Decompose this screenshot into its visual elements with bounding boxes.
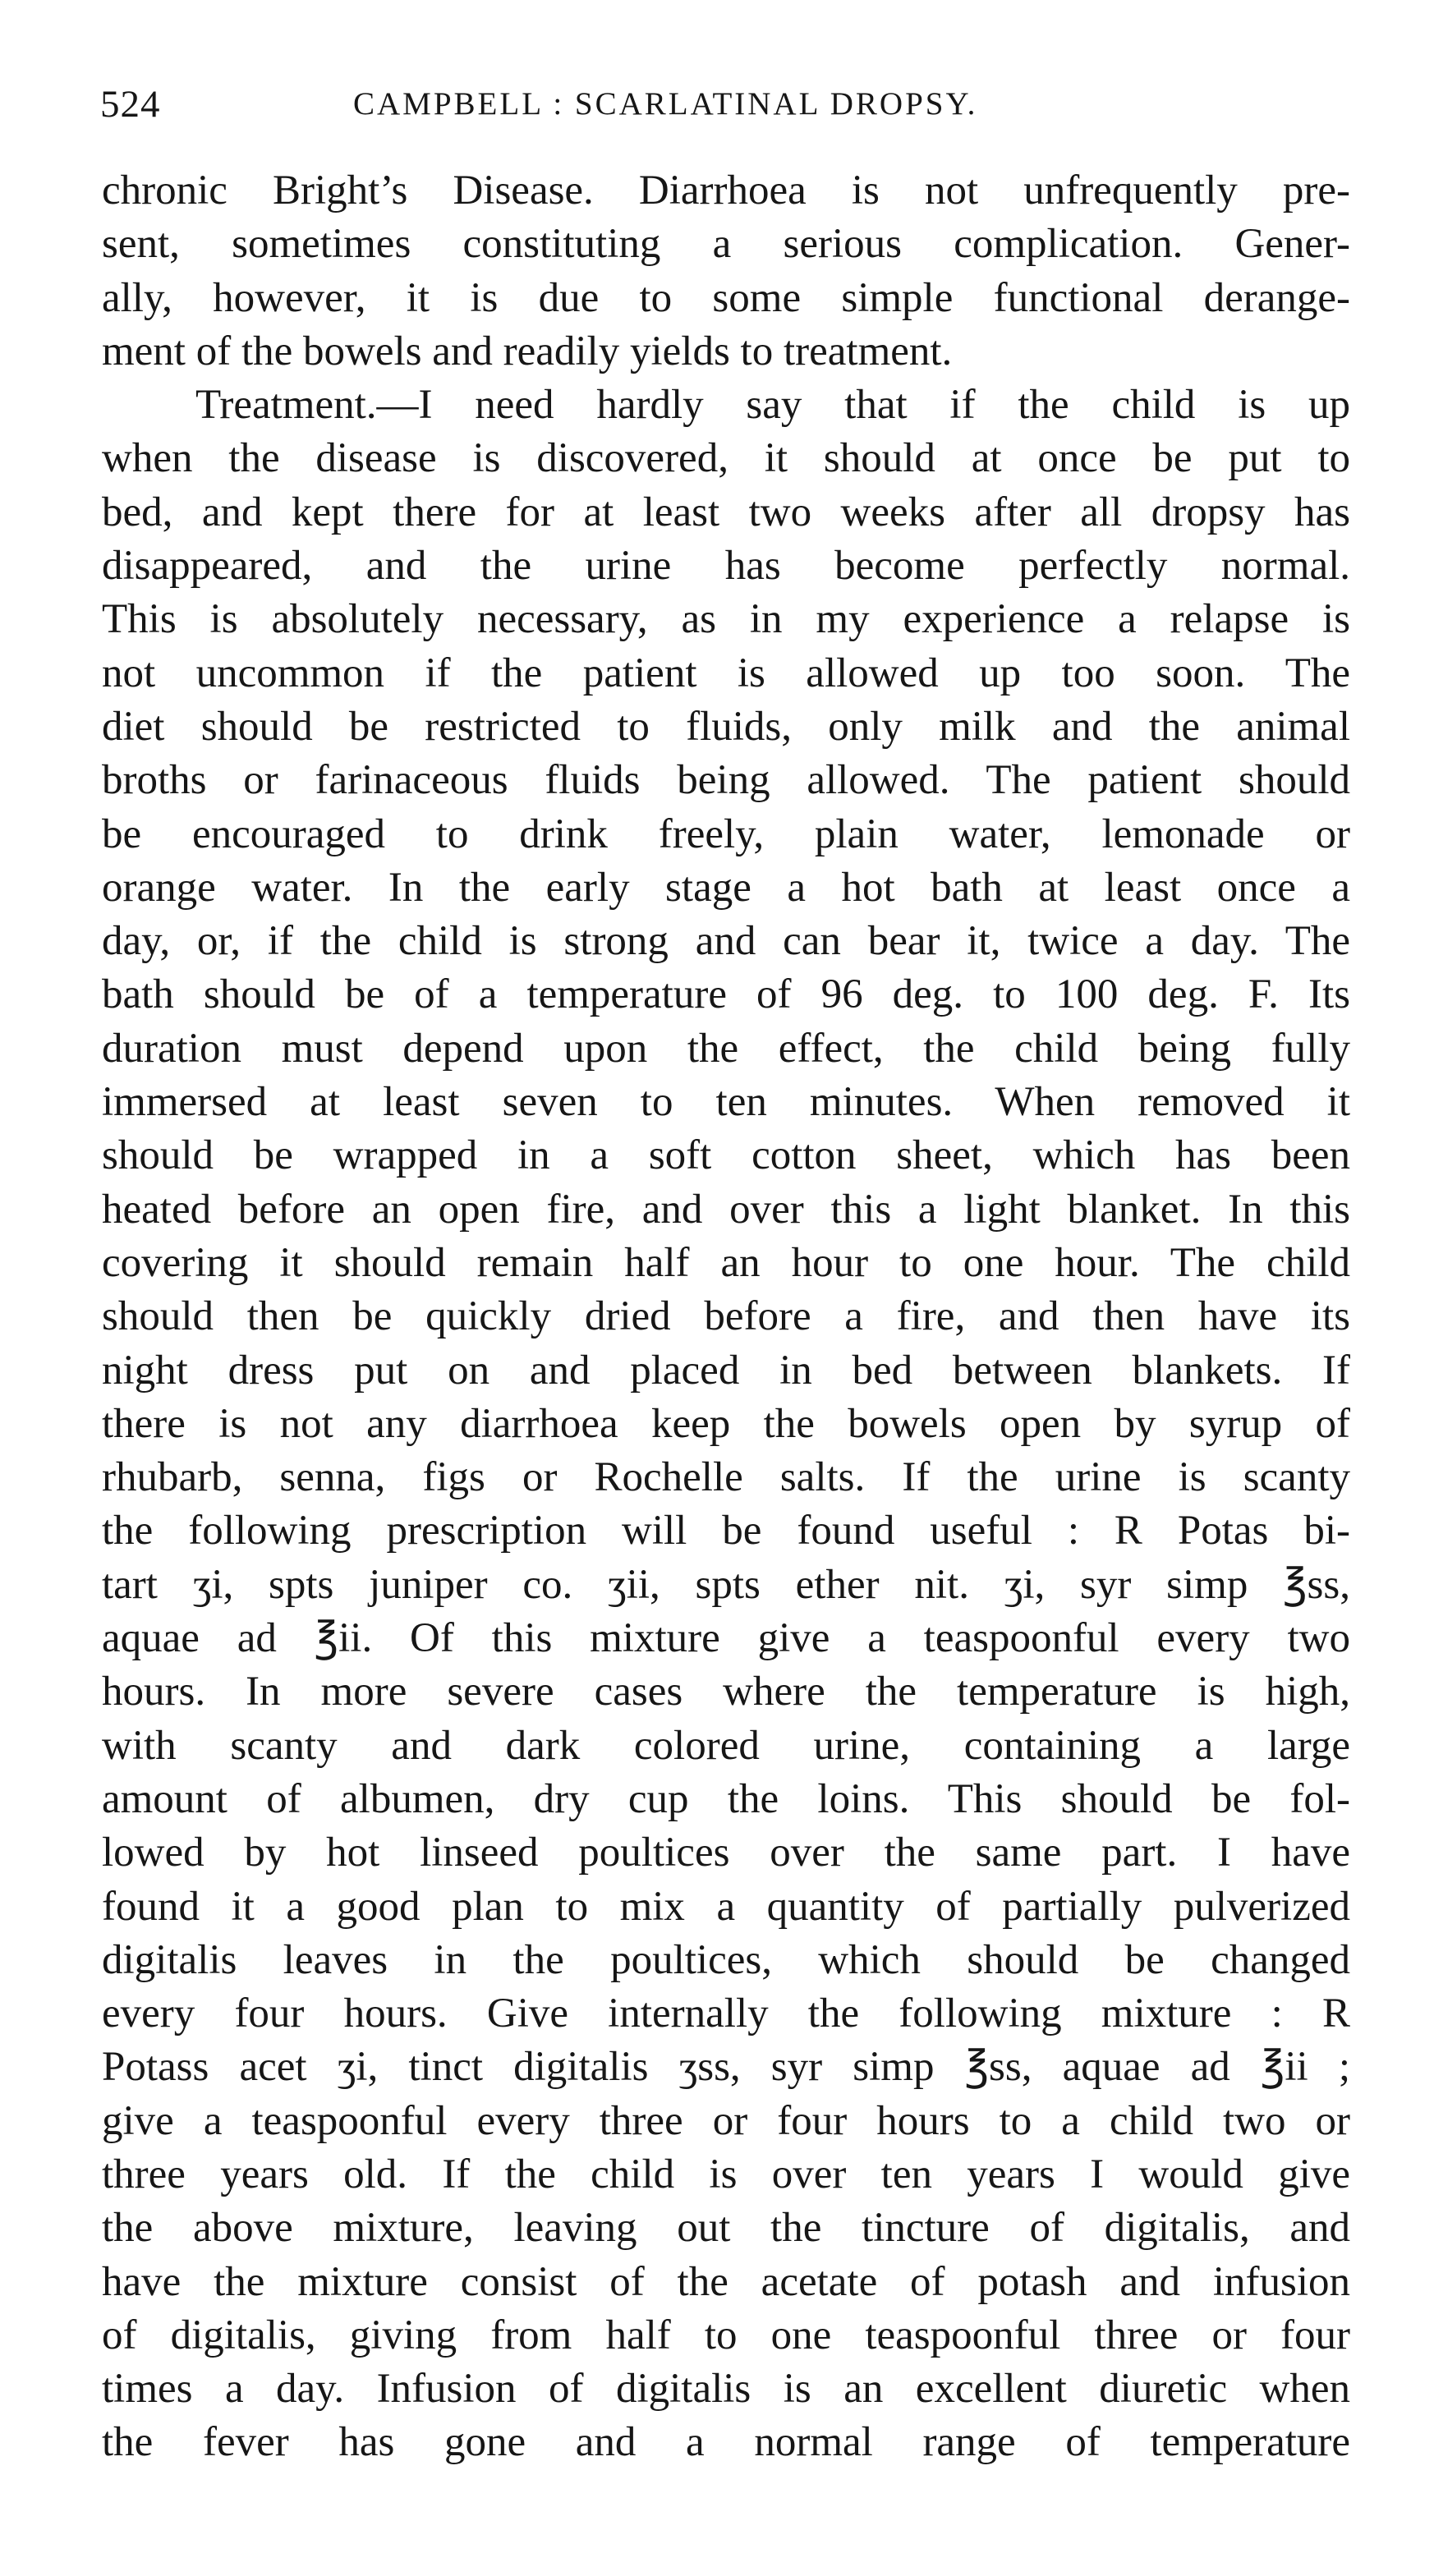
text-line: immersed at least seven to ten minutes. When removed it — [102, 1079, 1350, 1126]
page-number: 524 — [100, 83, 161, 126]
text-line: have the mixture consist of the acetate of potash and infusion — [102, 2258, 1350, 2305]
text-line: bath should be of a temperature of 96 deg. to 100 deg. F. Its — [102, 971, 1350, 1018]
text-line: when the disease is discovered, it should at once be put to — [102, 435, 1350, 482]
text-line: found it a good plan to mix a quantity of partially pulverized — [102, 1883, 1350, 1930]
text-line: heated before an open fire, and over this a light blanket. In this — [102, 1186, 1350, 1233]
text-line: every four hours. Give internally the following mixture : R — [102, 1991, 1350, 2037]
text-line: be encouraged to drink freely, plain water, lemonade or — [102, 810, 1350, 857]
text-line: covering it should remain half an hour to one hour. The child — [102, 1239, 1350, 1286]
text-line: This is absolutely necessary, as in my experience a relapse is — [102, 596, 1350, 643]
text-line: ally, however, it is due to some simple functional derange- — [102, 274, 1350, 321]
text-line: the fever has gone and a normal range of temperature — [102, 2419, 1350, 2466]
text-line: Potass acet ʒi, tinct digitalis ʒss, syr simp ℥ss, aquae ad ℥ii ; — [102, 2044, 1350, 2091]
text-line: three years old. If the child is over ten years I would give — [102, 2151, 1350, 2197]
text-line: disappeared, and the urine has become perfectly normal. — [102, 543, 1350, 590]
running-head: CAMPBELL : SCARLATINAL DROPSY. — [353, 86, 978, 122]
text-line: digitalis leaves in the poultices, which should be changed — [102, 1936, 1350, 1983]
text-line: amount of albumen, dry cup the loins. This should be fol- — [102, 1775, 1350, 1822]
text-line: with scanty and dark colored urine, containing a large — [102, 1722, 1350, 1769]
text-line: not uncommon if the patient is allowed up too soon. The — [102, 650, 1350, 696]
text-line: chronic Bright’s Disease. Diarrhoea is not unfrequently pre- — [102, 168, 1350, 214]
text-line: aquae ad ℥ii. Of this mixture give a teaspoonful every two — [102, 1615, 1350, 1662]
text-line: duration must depend upon the effect, the child being fully — [102, 1025, 1350, 1072]
text-line: broths or farinaceous fluids being allowed. The patient should — [102, 757, 1350, 804]
text-line: should be wrapped in a soft cotton sheet, which has been — [102, 1132, 1350, 1179]
text-line: day, or, if the child is strong and can bear it, twice a day. The — [102, 918, 1350, 965]
text-line: there is not any diarrhoea keep the bowels open by syrup of — [102, 1400, 1350, 1447]
text-line: tart ʒi, spts juniper co. ʒii, spts ether nit. ʒi, syr simp ℥ss, — [102, 1561, 1350, 1608]
text-line: ment of the bowels and readily yields to treatment. — [102, 328, 953, 374]
text-line: times a day. Infusion of digitalis is an excellent diuretic when — [102, 2366, 1350, 2413]
body-text — [102, 164, 1350, 2470]
text-line: the above mixture, leaving out the tincture of digitalis, and — [102, 2205, 1350, 2252]
text-line: should then be quickly dried before a fire, and then have its — [102, 1293, 1350, 1340]
text-line: diet should be restricted to fluids, only milk and the animal — [102, 703, 1350, 750]
text-line: give a teaspoonful every three or four hours to a child two or — [102, 2097, 1350, 2144]
text-line: orange water. In the early stage a hot bath at least once a — [102, 864, 1350, 911]
page-header — [100, 82, 1349, 131]
text-line: hours. In more severe cases where the temperature is high, — [102, 1669, 1350, 1715]
text-line: lowed by hot linseed poultices over the same part. I have — [102, 1830, 1350, 1876]
text-line: of digitalis, giving from half to one teaspoonful three or four — [102, 2312, 1350, 2358]
text-line: night dress put on and placed in bed between blankets. If — [102, 1347, 1350, 1394]
text-line: the following prescription will be found useful : R Potas bi- — [102, 1508, 1350, 1554]
text-line: sent, sometimes constituting a serious complication. Gener- — [102, 221, 1350, 268]
text-line: bed, and kept there for at least two weeks after all dropsy has — [102, 489, 1350, 535]
text-line: Treatment.—I need hardly say that if the child is up — [195, 382, 1350, 429]
text-line: rhubarb, senna, figs or Rochelle salts. If the urine is scanty — [102, 1454, 1350, 1501]
